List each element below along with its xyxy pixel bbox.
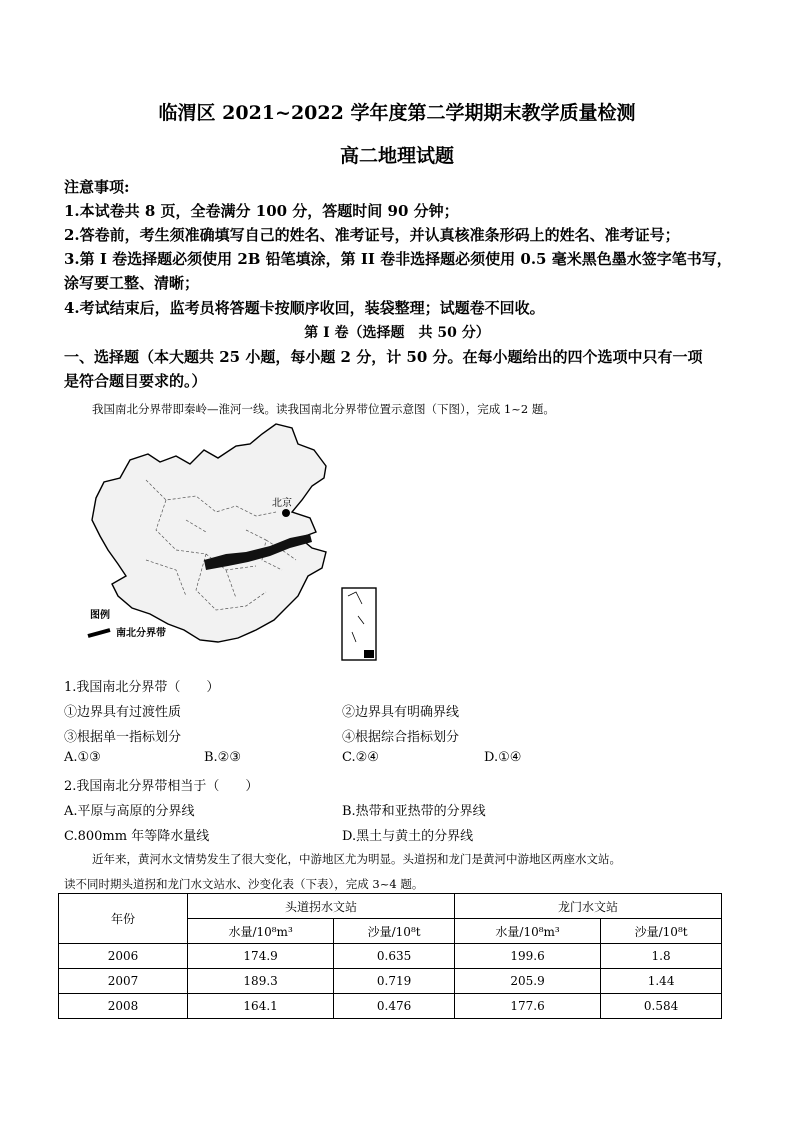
part1-heading: 第 I 卷（选择题 共 50 分） — [304, 325, 490, 341]
section-instruction-line2: 是符合题目要求的。） — [64, 372, 207, 390]
beijing-marker — [282, 509, 290, 517]
notice-heading: 注意事项: — [64, 178, 130, 196]
q1-stem: 1.我国南北分界带（ ） — [64, 680, 220, 695]
q2-stem: 2.我国南北分界带相当于（ ） — [64, 779, 259, 794]
q2-option-d: D.黑土与黄土的分界线 — [342, 829, 474, 844]
hydrology-table — [58, 893, 722, 1019]
table-cell: 205.9 — [454, 969, 600, 994]
notice-item-3: 3.第 I 卷选择题必须使用 2B 铅笔填涂，第 II 卷非选择题必须使用 0.5 毫米黑色墨水签字笔书写， — [64, 250, 732, 268]
question-intro-2-line1: 近年来，黄河水文情势发生了很大变化，中游地区尤为明显。头道拐和龙门是黄河中游地区两座水文站。 — [92, 852, 621, 866]
table-cell: 177.6 — [454, 994, 600, 1019]
china-map — [86, 420, 378, 664]
table-cell: 0.476 — [334, 994, 455, 1019]
station1-water-header: 水量/10⁸m³ — [188, 919, 334, 944]
station1-header: 头道拐水文站 — [188, 894, 455, 919]
china-outline — [92, 424, 326, 642]
q2-option-b: B.热带和亚热带的分界线 — [342, 804, 486, 819]
beijing-label: 北京 — [272, 498, 292, 509]
year-cell: 2007 — [59, 969, 188, 994]
table-row — [59, 969, 722, 994]
station1-sand-header: 沙量/10⁸t — [334, 919, 455, 944]
q2-option-a: A.平原与高原的分界线 — [64, 804, 195, 819]
table-cell: 0.635 — [334, 944, 455, 969]
q1-option-b: B.②③ — [204, 750, 241, 765]
legend-item: 南北分界带 — [116, 628, 166, 639]
q1-statement-4: ④根据综合指标划分 — [342, 730, 460, 745]
station2-water-header: 水量/10⁸m³ — [454, 919, 600, 944]
q1-statement-2: ②边界具有明确界线 — [342, 705, 460, 720]
q2-option-c: C.800mm 年等降水量线 — [64, 829, 210, 844]
table-row — [59, 994, 722, 1019]
question-intro-2-line2: 读不同时期头道拐和龙门水文站水、沙变化表（下表），完成 3~4 题。 — [64, 877, 424, 891]
table-cell: 1.8 — [601, 944, 722, 969]
question-intro-1: 我国南北分界带即秦岭—淮河一线。读我国南北分界带位置示意图（下图），完成 1~2 题。 — [92, 402, 555, 416]
notice-item-4: 4.考试结束后，监考员将答题卡按顺序收回，装袋整理；试题卷不回收。 — [64, 299, 545, 317]
table-cell: 174.9 — [188, 944, 334, 969]
legend-symbol — [88, 630, 110, 636]
table-cell: 1.44 — [601, 969, 722, 994]
q1-option-c: C.②④ — [342, 750, 379, 765]
legend-title: 图例 — [90, 610, 110, 621]
notice-item-3-cont: 涂写要工整、清晰； — [64, 274, 200, 292]
table-cell: 189.3 — [188, 969, 334, 994]
notice-item-1: 1.本试卷共 8 页，全卷满分 100 分，答题时间 90 分钟； — [64, 202, 459, 220]
year-header: 年份 — [59, 894, 188, 944]
exam-subtitle: 高二地理试题 — [339, 145, 454, 167]
q1-statement-1: ①边界具有过渡性质 — [64, 705, 182, 720]
q1-option-a: A.①③ — [64, 750, 101, 765]
exam-title: 临渭区 2021~2022 学年度第二学期期末教学质量检测 — [158, 102, 636, 124]
table-cell: 0.584 — [601, 994, 722, 1019]
year-cell: 2006 — [59, 944, 188, 969]
table-cell: 164.1 — [188, 994, 334, 1019]
table-cell: 199.6 — [454, 944, 600, 969]
table-cell: 0.719 — [334, 969, 455, 994]
table-row — [59, 944, 722, 969]
section-instruction-line1: 一、选择题（本大题共 25 小题，每小题 2 分，计 50 分。在每小题给出的四个选项中只有一项 — [64, 348, 703, 366]
year-cell: 2008 — [59, 994, 188, 1019]
q1-option-d: D.①④ — [484, 750, 522, 765]
q1-statement-3: ③根据单一指标划分 — [64, 730, 182, 745]
station2-header: 龙门水文站 — [454, 894, 721, 919]
station2-sand-header: 沙量/10⁸t — [601, 919, 722, 944]
notice-item-2: 2.答卷前，考生须准确填写自己的姓名、准考证号，并认真核准条形码上的姓名、准考证号； — [64, 226, 680, 244]
